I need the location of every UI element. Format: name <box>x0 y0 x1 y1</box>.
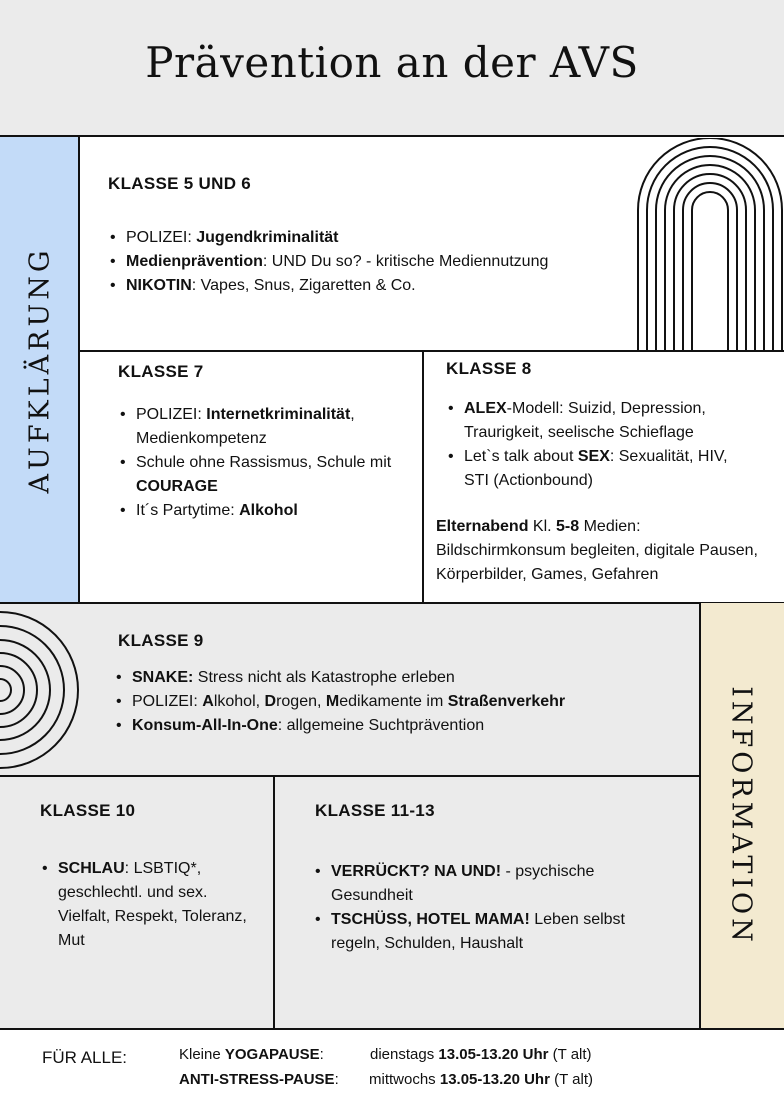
footer-row-yoga-time: dienstags 13.05-13.20 Uhr (T alt) <box>370 1046 592 1063</box>
side-label-aufklaerung: AUFKLÄRUNG <box>24 246 56 494</box>
list-item: • POLIZEI: Jugendkriminalität <box>108 226 628 250</box>
list-item: • POLIZEI: Internetkriminalität, Medienkompetenz <box>118 403 408 451</box>
list-item: • SCHLAU: LSBTIQ*, geschlechtl. und sex. Vielfalt, Respekt, Toleranz, Mut <box>40 857 250 953</box>
list-klasse-7 <box>118 403 408 523</box>
list-item: • VERRÜCKT? NA UND! - psychische Gesundheit <box>313 860 648 908</box>
heading-klasse-10: KLASSE 10 <box>40 801 136 820</box>
divider <box>80 350 784 352</box>
list-item: • NIKOTIN: Vapes, Snus, Zigaretten & Co. <box>108 274 628 298</box>
list-item: • Konsum-All-In-One: allgemeine Suchtprävention <box>114 714 694 738</box>
footer-row-yoga-name: Kleine YOGAPAUSE: <box>179 1046 324 1063</box>
list-klasse-5-6 <box>108 226 628 298</box>
divider <box>0 1028 784 1030</box>
divider <box>0 775 699 777</box>
heading-klasse-5-6: KLASSE 5 UND 6 <box>108 174 252 193</box>
side-label-information: INFORMATION <box>725 686 757 946</box>
list-klasse-8 <box>446 397 746 493</box>
parents-evening-note: Elternabend Kl. 5-8 Medien: Bildschirmkonsum begleiten, digitale Pausen, Körperbilder, Games, Gefahren <box>436 518 758 583</box>
list-item: • It´s Partytime: Alkohol <box>118 499 408 523</box>
footer-label: FÜR ALLE: <box>42 1048 128 1067</box>
page-title: Prävention an der AVS <box>145 38 639 87</box>
list-klasse-11-13 <box>313 860 648 956</box>
concentric-circles-icon <box>0 604 82 776</box>
list-item: • SNAKE: Stress nicht als Katastrophe erleben <box>114 666 694 690</box>
heading-klasse-7: KLASSE 7 <box>118 362 204 381</box>
list-item: • Medienprävention: UND Du so? - kritische Mediennutzung <box>108 250 628 274</box>
heading-klasse-11-13: KLASSE 11-13 <box>315 801 435 820</box>
footer-row-antistress-name: ANTI-STRESS-PAUSE: <box>179 1071 339 1088</box>
divider <box>273 776 275 1028</box>
arch-decoration-icon <box>636 138 784 351</box>
divider <box>0 602 784 604</box>
list-item: • POLIZEI: Alkohol, Drogen, Medikamente im Straßenverkehr <box>114 690 694 714</box>
list-item: • ALEX-Modell: Suizid, Depression, Traurigkeit, seelische Schieflage <box>446 397 746 445</box>
list-item: • Let`s talk about SEX: Sexualität, HIV, STI (Actionbound) <box>446 445 746 493</box>
heading-klasse-8: KLASSE 8 <box>446 359 532 378</box>
divider <box>422 351 424 603</box>
list-item: • TSCHÜSS, HOTEL MAMA! Leben selbst regeln, Schulden, Haushalt <box>313 908 648 956</box>
list-klasse-10 <box>40 857 250 953</box>
list-item: • Schule ohne Rassismus, Schule mit COURAGE <box>118 451 408 499</box>
footer-row-antistress-time: mittwochs 13.05-13.20 Uhr (T alt) <box>369 1071 593 1088</box>
list-klasse-9 <box>114 666 694 738</box>
heading-klasse-9: KLASSE 9 <box>118 631 204 650</box>
